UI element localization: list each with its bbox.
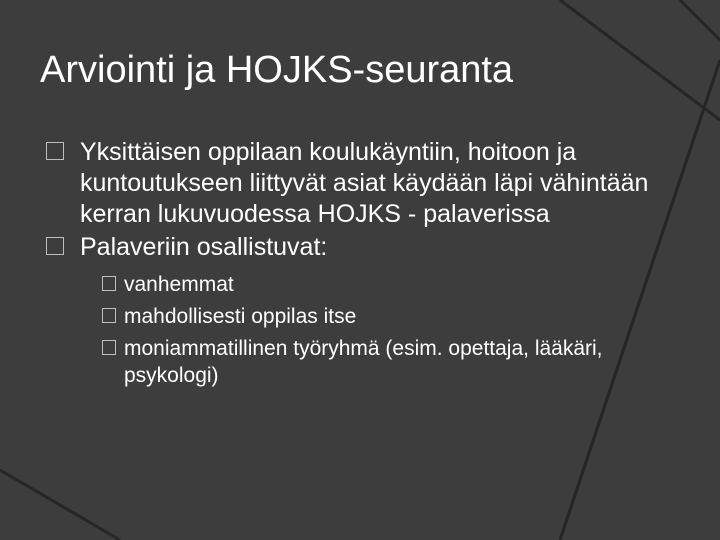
square-bullet-icon — [102, 308, 116, 323]
sub-bullet-text: mahdollisesti oppilas itse — [124, 305, 357, 328]
sub-bullet-list — [40, 271, 680, 389]
square-bullet-icon — [102, 340, 116, 355]
slide-title: Arviointi ja HOJKS-seuranta — [40, 49, 514, 91]
square-bullet-icon — [46, 237, 64, 255]
sub-bullet-item — [100, 271, 644, 298]
bullet-item — [40, 137, 680, 230]
sub-bullet-text: moniammatillinen työryhmä (esim. opettaja, lääkäri, psykologi) — [124, 337, 603, 387]
sub-bullet-text: vanhemmat — [124, 273, 234, 296]
bullet-item — [40, 232, 680, 263]
sub-bullet-item — [100, 335, 644, 389]
square-bullet-icon — [102, 276, 116, 291]
sub-bullet-item — [100, 303, 644, 330]
square-bullet-icon — [46, 142, 64, 160]
slide-body — [40, 137, 680, 394]
bullet-text: Yksittäisen oppilaan koulukäyntiin, hoitoon ja kuntoutukseen liittyvät asiat käydään läpi vähintään kerran lukuvuodessa HOJKS - palaverissa — [80, 138, 649, 228]
bullet-text: Palaveriin osallistuvat: — [80, 233, 328, 261]
